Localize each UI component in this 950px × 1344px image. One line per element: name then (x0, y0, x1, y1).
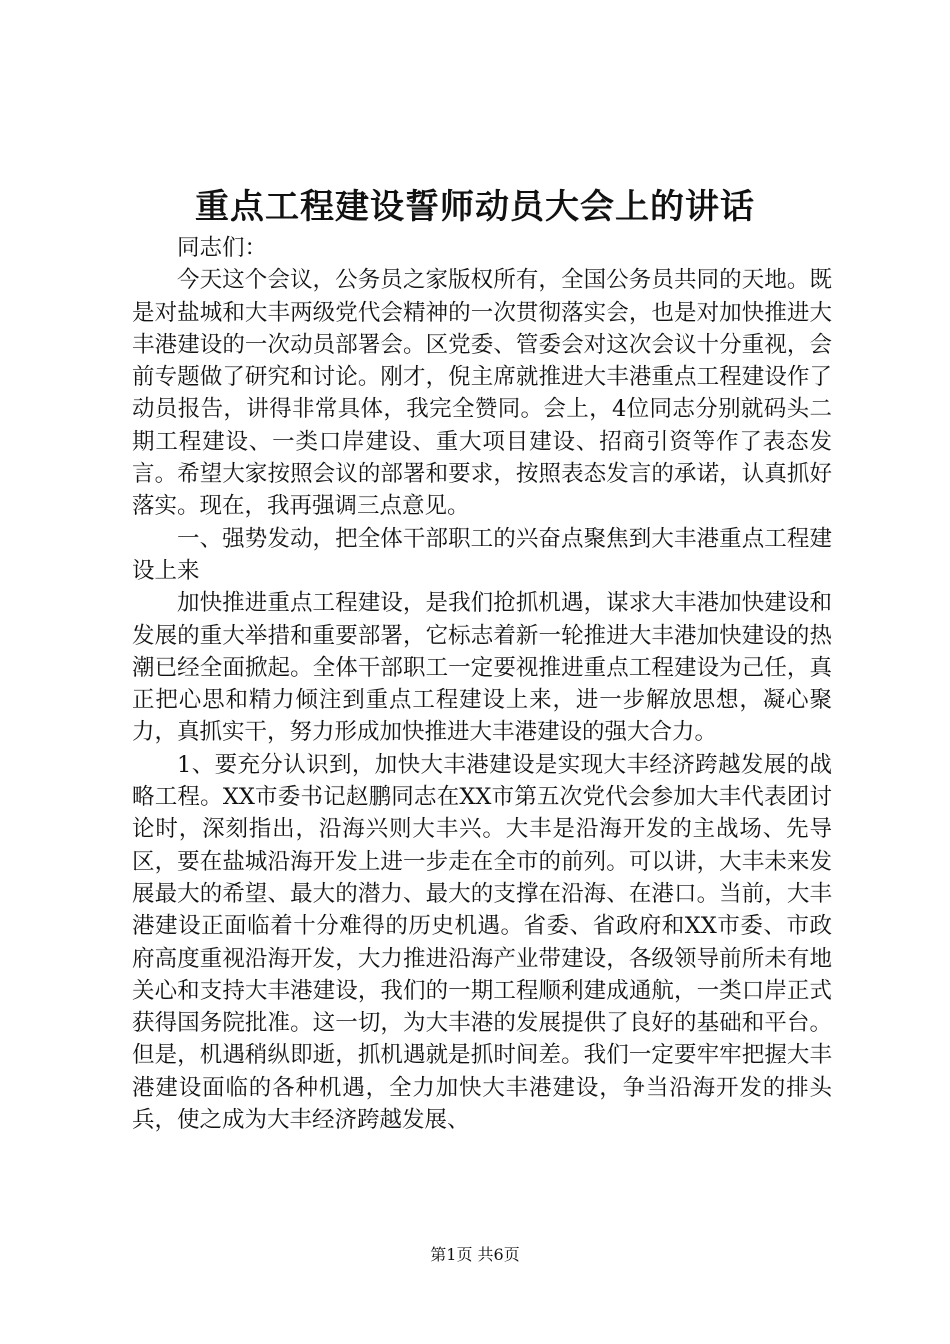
document-title: 重点工程建设誓师动员大会上的讲话 (195, 187, 755, 227)
page-number-footer: 第1页 共6页 (430, 1245, 520, 1264)
section-1-paragraph: 加快推进重点工程建设，是我们抢抓机遇，谋求大丰港加快建设和发展的重大举措和重要部署，它标志着新一轮推进大丰港加快建设的热潮已经全面掀起。全体干部职工一定要视推进重点工程建设为己任，真正把心思和精力倾注到重点工程建设上来，进一步解放思想，凝心聚力，真抓实干，努力形成加快推进大丰港建设的强大合力。 (132, 590, 832, 746)
salutation-paragraph: 同志们： (177, 235, 268, 261)
document-body (132, 232, 832, 1136)
intro-paragraph: 今天这个会议，公务员之家版权所有，全国公务员共同的天地。既是对盐城和大丰两级党代会精神的一次贯彻落实会，也是对加快推进大丰港建设的一次动员部署会。区党委、管委会对这次会议十分重视，会前专题做了研究和讨论。刚才，倪主席就推进大丰港重点工程建设作了动员报告，讲得非常具体，我完全赞同。会上，4位同志分别就码头二期工程建设、一类口岸建设、重大项目建设、招商引资等作了表态发言。希望大家按照会议的部署和要求，按照表态发言的承诺，认真抓好落实。现在，我再强调三点意见。 (132, 267, 832, 520)
section-heading-1: 一、强势发动，把全体干部职工的兴奋点聚焦到大丰港重点工程建设上来 (132, 525, 832, 584)
point-1-paragraph: 1、要充分认识到，加快大丰港建设是实现大丰经济跨越发展的战略工程。XX市委书记赵鹏同志在XX市第五次党代会参加大丰代表团讨论时，深刻指出，沿海兴则大丰兴。大丰是沿海开发的主战场、先导区，要在盐城沿海开发上进一步走在全市的前列。可以讲，大丰未来发展最大的希望、最大的潜力、最大的支撑在沿海、在港口。当前，大丰港建设正面临着十分难得的历史机遇。省委、省政府和XX市委、市政府高度重视沿海开发，大力推进沿海产业带建设，各级领导前所未有地关心和支持大丰港建设，我们的一期工程顺利建成通航，一类口岸正式获得国务院批准。这一切，为大丰港的发展提供了良好的基础和平台。但是，机遇稍纵即逝，抓机遇就是抓时间差。我们一定要牢牢把握大丰港建设面临的各种机遇，全力加快大丰港建设，争当沿海开发的排头兵，使之成为大丰经济跨越发展、 (132, 751, 832, 1134)
